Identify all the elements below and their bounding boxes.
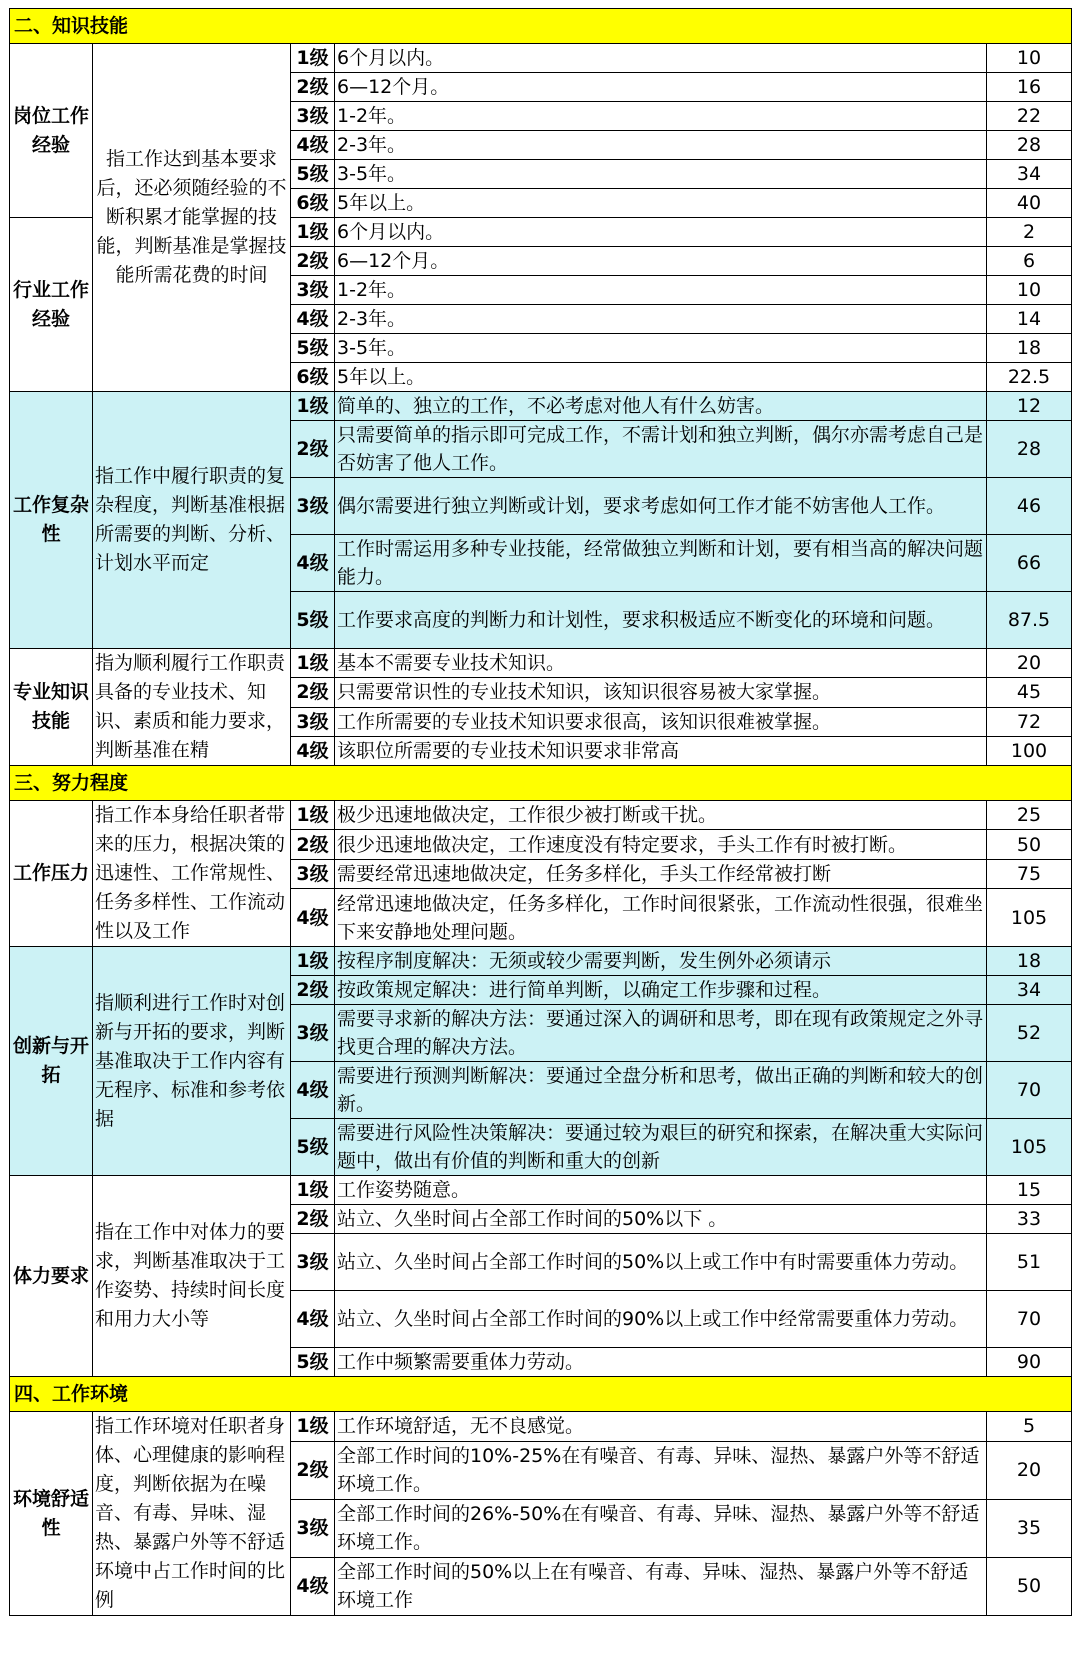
level-score: 25 <box>987 801 1072 830</box>
level-text: 站立、久坐时间占全部工作时间的50%以上或工作中有时需要重体力劳动。 <box>335 1234 987 1291</box>
level-text: 全部工作时间的50%以上在有噪音、有毒、异味、湿热、暴露户外等不舒适环境工作 <box>335 1557 987 1615</box>
level-score: 45 <box>987 678 1072 707</box>
level-score: 50 <box>987 1557 1072 1615</box>
level-text: 6—12个月。 <box>335 73 987 102</box>
level-text: 1-2年。 <box>335 276 987 305</box>
level-score: 100 <box>987 736 1072 765</box>
factor-name: 环境舒适性 <box>10 1412 93 1616</box>
level-label: 5级 <box>291 1119 335 1176</box>
level-label: 3级 <box>291 102 335 131</box>
level-text: 工作环境舒适，无不良感觉。 <box>335 1412 987 1442</box>
level-text: 简单的、独立的工作，不必考虑对他人有什么妨害。 <box>335 392 987 421</box>
level-label: 1级 <box>291 218 335 247</box>
level-label: 4级 <box>291 535 335 592</box>
factor-name: 创新与开拓 <box>10 947 93 1176</box>
level-score: 14 <box>987 305 1072 334</box>
factor-name: 工作复杂性 <box>10 392 93 649</box>
level-text: 经常迅速地做决定，任务多样化，工作时间很紧张，工作流动性很强，很难坐下来安静地处理问题。 <box>335 889 987 947</box>
level-text: 只需要常识性的专业技术知识，该知识很容易被大家掌握。 <box>335 678 987 707</box>
level-label: 3级 <box>291 276 335 305</box>
level-label: 1级 <box>291 649 335 678</box>
level-text: 工作姿势随意。 <box>335 1176 987 1205</box>
level-score: 22.5 <box>987 363 1072 392</box>
factor-name: 工作压力 <box>10 801 93 947</box>
level-label: 3级 <box>291 859 335 888</box>
level-label: 1级 <box>291 392 335 421</box>
level-score: 18 <box>987 947 1072 976</box>
level-label: 1级 <box>291 1412 335 1442</box>
level-score: 70 <box>987 1062 1072 1119</box>
level-label: 3级 <box>291 1005 335 1062</box>
level-text: 很少迅速地做决定，工作速度没有特定要求，手头工作有时被打断。 <box>335 830 987 859</box>
table-row <box>10 1176 1072 1205</box>
factor-description: 指工作达到基本要求后，还必须随经验的不断积累才能掌握的技能，判断基准是掌握技能所需花费的时间 <box>93 44 291 392</box>
level-label: 1级 <box>291 1176 335 1205</box>
level-label: 6级 <box>291 363 335 392</box>
level-score: 20 <box>987 1441 1072 1499</box>
level-label: 4级 <box>291 1291 335 1348</box>
level-score: 5 <box>987 1412 1072 1442</box>
level-label: 1级 <box>291 44 335 73</box>
level-score: 70 <box>987 1291 1072 1348</box>
level-text: 工作时需运用多种专业技能，经常做独立判断和计划，要有相当高的解决问题能力。 <box>335 535 987 592</box>
level-label: 2级 <box>291 1205 335 1234</box>
level-score: 34 <box>987 976 1072 1005</box>
level-text: 按政策规定解决：进行简单判断，以确定工作步骤和过程。 <box>335 976 987 1005</box>
level-label: 2级 <box>291 1441 335 1499</box>
level-label: 2级 <box>291 73 335 102</box>
level-label: 5级 <box>291 592 335 649</box>
level-label: 3级 <box>291 1234 335 1291</box>
level-text: 1-2年。 <box>335 102 987 131</box>
level-text: 按程序制度解决：无须或较少需要判断，发生例外必须请示 <box>335 947 987 976</box>
level-score: 15 <box>987 1176 1072 1205</box>
level-score: 10 <box>987 276 1072 305</box>
level-text: 基本不需要专业技术知识。 <box>335 649 987 678</box>
level-text: 5年以上。 <box>335 363 987 392</box>
level-score: 51 <box>987 1234 1072 1291</box>
level-score: 33 <box>987 1205 1072 1234</box>
level-text: 2-3年。 <box>335 131 987 160</box>
level-score: 28 <box>987 131 1072 160</box>
table-row <box>10 392 1072 421</box>
level-label: 2级 <box>291 247 335 276</box>
level-label: 5级 <box>291 334 335 363</box>
level-score: 52 <box>987 1005 1072 1062</box>
level-label: 4级 <box>291 305 335 334</box>
level-text: 需要进行预测判断解决：要通过全盘分析和思考，做出正确的判断和较大的创新。 <box>335 1062 987 1119</box>
factor-description: 指工作环境对任职者身体、心理健康的影响程度，判断依据为在噪音、有毒、异味、湿热、暴露户外等不舒适环境中占工作时间的比例 <box>93 1412 291 1616</box>
level-label: 2级 <box>291 976 335 1005</box>
level-score: 10 <box>987 44 1072 73</box>
level-label: 4级 <box>291 1062 335 1119</box>
level-score: 87.5 <box>987 592 1072 649</box>
factor-description: 指工作本身给任职者带来的压力，根据决策的迅速性、工作常规性、任务多样性、工作流动性以及工作 <box>93 801 291 947</box>
level-text: 需要进行风险性决策解决：要通过较为艰巨的研究和探索，在解决重大实际问题中，做出有价值的判断和重大的创新 <box>335 1119 987 1176</box>
level-text: 2-3年。 <box>335 305 987 334</box>
level-score: 6 <box>987 247 1072 276</box>
level-text: 3-5年。 <box>335 334 987 363</box>
factor-name: 岗位工作经验 <box>10 44 93 218</box>
table-row <box>10 947 1072 976</box>
evaluation-table <box>9 8 1072 1616</box>
table-row <box>10 801 1072 830</box>
factor-description: 指在工作中对体力的要求，判断基准取决于工作姿势、持续时间长度和用力大小等 <box>93 1176 291 1377</box>
level-label: 4级 <box>291 1557 335 1615</box>
level-text: 3-5年。 <box>335 160 987 189</box>
level-label: 4级 <box>291 889 335 947</box>
level-text: 偶尔需要进行独立判断或计划，要求考虑如何工作才能不妨害他人工作。 <box>335 478 987 535</box>
level-text: 站立、久坐时间占全部工作时间的90%以上或工作中经常需要重体力劳动。 <box>335 1291 987 1348</box>
level-text: 全部工作时间的10%-25%在有噪音、有毒、异味、湿热、暴露户外等不舒适环境工作。 <box>335 1441 987 1499</box>
level-text: 工作要求高度的判断力和计划性，要求积极适应不断变化的环境和问题。 <box>335 592 987 649</box>
factor-name: 行业工作经验 <box>10 218 93 392</box>
factor-description: 指工作中履行职责的复杂程度，判断基准根据所需要的判断、分析、计划水平而定 <box>93 392 291 649</box>
level-score: 34 <box>987 160 1072 189</box>
level-label: 3级 <box>291 1499 335 1557</box>
level-score: 18 <box>987 334 1072 363</box>
factor-name: 专业知识技能 <box>10 649 93 766</box>
level-score: 66 <box>987 535 1072 592</box>
level-text: 工作所需要的专业技术知识要求很高，该知识很难被掌握。 <box>335 707 987 736</box>
level-label: 3级 <box>291 707 335 736</box>
level-label: 1级 <box>291 801 335 830</box>
level-score: 12 <box>987 392 1072 421</box>
level-score: 90 <box>987 1348 1072 1377</box>
level-text: 工作中频繁需要重体力劳动。 <box>335 1348 987 1377</box>
level-label: 1级 <box>291 947 335 976</box>
table-row <box>10 649 1072 678</box>
level-text: 极少迅速地做决定，工作很少被打断或干扰。 <box>335 801 987 830</box>
level-label: 4级 <box>291 736 335 765</box>
level-text: 需要经常迅速地做决定，任务多样化，手头工作经常被打断 <box>335 859 987 888</box>
level-text: 6—12个月。 <box>335 247 987 276</box>
section-title: 二、知识技能 <box>10 9 1072 44</box>
factor-description: 指顺利进行工作时对创新与开拓的要求，判断基准取决于工作内容有无程序、标准和参考依据 <box>93 947 291 1176</box>
section-title: 三、努力程度 <box>10 766 1072 801</box>
level-label: 6级 <box>291 189 335 218</box>
level-score: 75 <box>987 859 1072 888</box>
level-label: 4级 <box>291 131 335 160</box>
level-label: 3级 <box>291 478 335 535</box>
level-label: 5级 <box>291 160 335 189</box>
level-text: 全部工作时间的26%-50%在有噪音、有毒、异味、湿热、暴露户外等不舒适环境工作。 <box>335 1499 987 1557</box>
level-text: 该职位所需要的专业技术知识要求非常高 <box>335 736 987 765</box>
level-score: 40 <box>987 189 1072 218</box>
section-title: 四、工作环境 <box>10 1377 1072 1412</box>
level-text: 6个月以内。 <box>335 44 987 73</box>
factor-name: 体力要求 <box>10 1176 93 1377</box>
level-score: 105 <box>987 1119 1072 1176</box>
table-row <box>10 44 1072 73</box>
level-score: 20 <box>987 649 1072 678</box>
level-text: 只需要简单的指示即可完成工作，不需计划和独立判断，偶尔亦需考虑自己是否妨害了他人工作。 <box>335 421 987 478</box>
level-label: 2级 <box>291 830 335 859</box>
level-score: 22 <box>987 102 1072 131</box>
level-score: 72 <box>987 707 1072 736</box>
level-text: 站立、久坐时间占全部工作时间的50%以下 。 <box>335 1205 987 1234</box>
level-score: 28 <box>987 421 1072 478</box>
table-row <box>10 1412 1072 1442</box>
level-label: 2级 <box>291 421 335 478</box>
level-score: 16 <box>987 73 1072 102</box>
level-score: 50 <box>987 830 1072 859</box>
level-score: 35 <box>987 1499 1072 1557</box>
level-text: 5年以上。 <box>335 189 987 218</box>
level-text: 需要寻求新的解决方法：要通过深入的调研和思考，即在现有政策规定之外寻找更合理的解决方法。 <box>335 1005 987 1062</box>
factor-description: 指为顺利履行工作职责具备的专业技术、知识、素质和能力要求，判断基准在精 <box>93 649 291 766</box>
level-score: 105 <box>987 889 1072 947</box>
level-label: 5级 <box>291 1348 335 1377</box>
level-text: 6个月以内。 <box>335 218 987 247</box>
level-score: 46 <box>987 478 1072 535</box>
level-score: 2 <box>987 218 1072 247</box>
level-label: 2级 <box>291 678 335 707</box>
